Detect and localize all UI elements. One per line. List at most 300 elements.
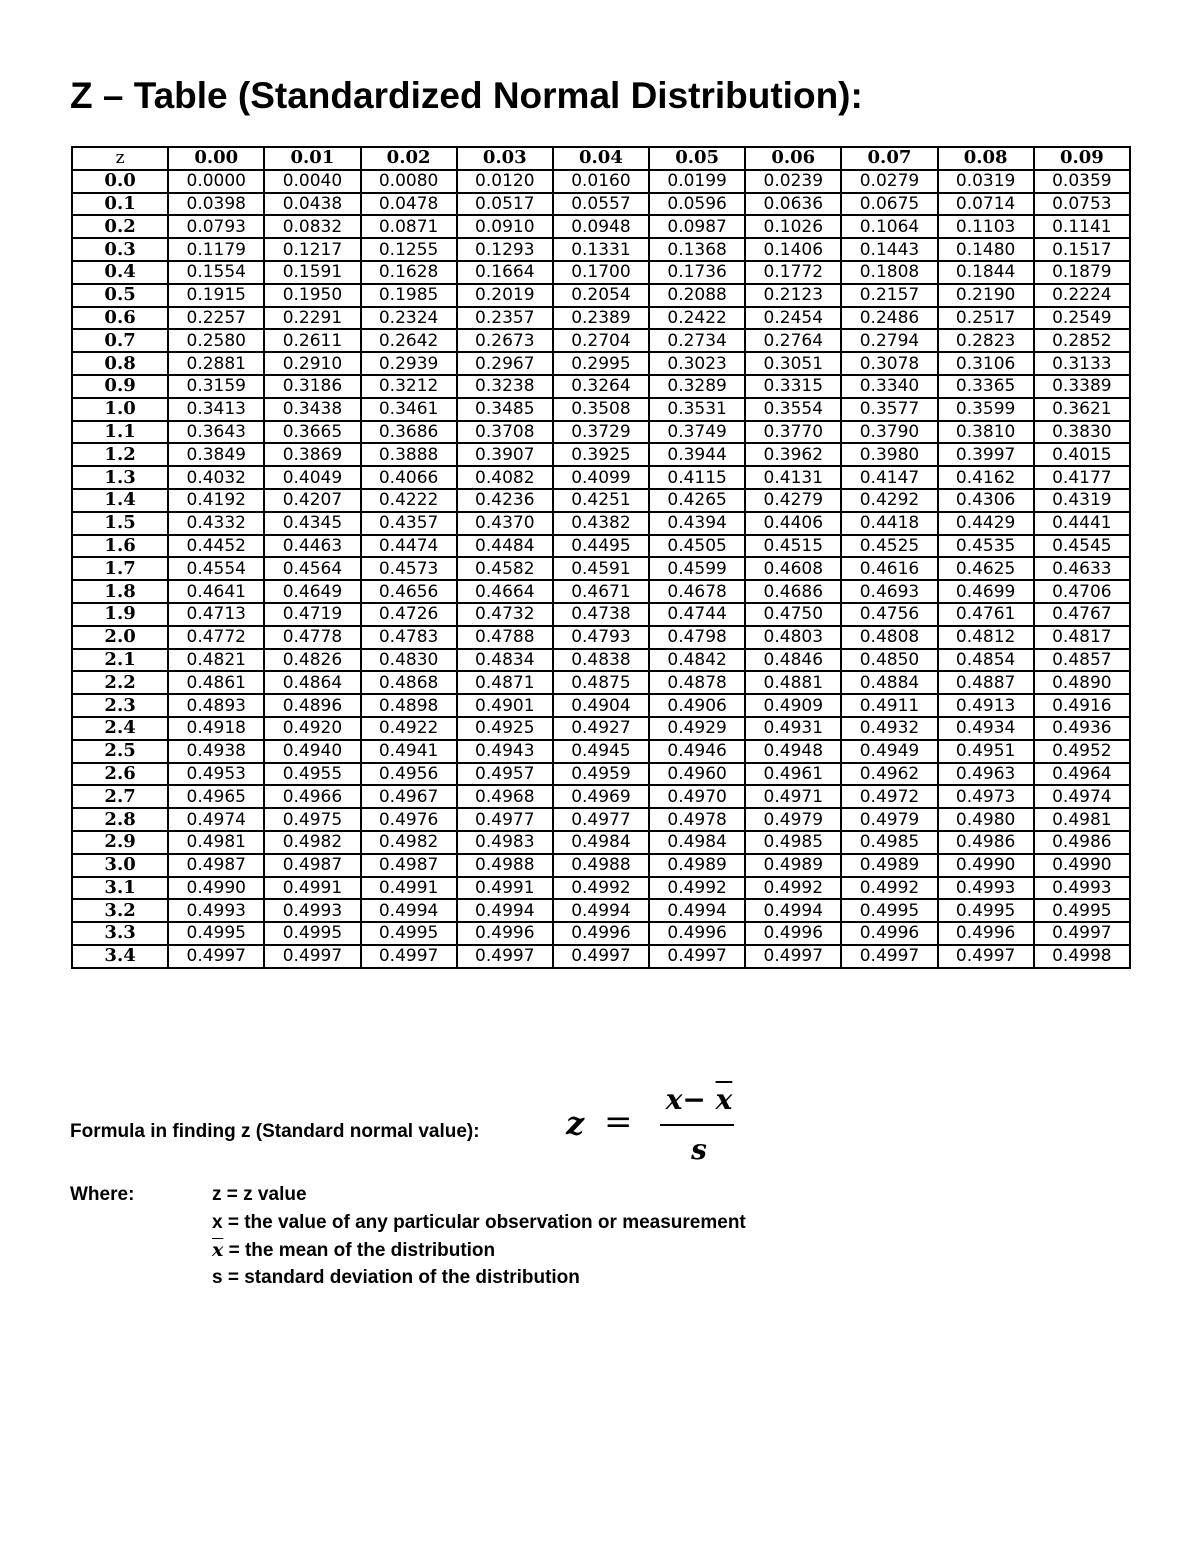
formula-equals: =	[604, 1102, 633, 1142]
table-cell: 0.4778	[264, 626, 360, 649]
table-cell: 0.4968	[457, 785, 553, 808]
table-cell: 0.3438	[264, 398, 360, 421]
table-cell: 0.3665	[264, 421, 360, 444]
table-row	[72, 899, 1130, 922]
table-cell: 0.4554	[168, 557, 264, 580]
table-cell: 0.4994	[745, 899, 841, 922]
table-cell: 0.4983	[457, 831, 553, 854]
table-cell: 0.4406	[745, 512, 841, 535]
table-cell: 0.0120	[457, 170, 553, 193]
table-cell: 0.4960	[649, 763, 745, 786]
table-cell: 0.4977	[553, 808, 649, 831]
row-z-label: 0.1	[72, 193, 168, 216]
table-cell: 0.4719	[264, 603, 360, 626]
table-cell: 0.2704	[553, 329, 649, 352]
where-item-s: s = standard deviation of the distribution	[212, 1266, 580, 1288]
table-cell: 0.1808	[841, 261, 937, 284]
table-cell: 0.4871	[457, 671, 553, 694]
table-cell: 0.4332	[168, 512, 264, 535]
table-cell: 0.4985	[745, 831, 841, 854]
row-z-label: 1.3	[72, 466, 168, 489]
table-cell: 0.3289	[649, 375, 745, 398]
table-cell: 0.2054	[553, 284, 649, 307]
table-cell: 0.4846	[745, 649, 841, 672]
row-z-label: 0.7	[72, 329, 168, 352]
table-cell: 0.4929	[649, 717, 745, 740]
table-cell: 0.0398	[168, 193, 264, 216]
table-cell: 0.3485	[457, 398, 553, 421]
where-label: Where:	[70, 1184, 135, 1205]
table-cell: 0.4599	[649, 557, 745, 580]
row-z-label: 2.2	[72, 671, 168, 694]
table-cell: 0.4997	[168, 945, 264, 968]
table-cell: 0.4418	[841, 512, 937, 535]
table-cell: 0.4732	[457, 603, 553, 626]
table-cell: 0.0675	[841, 193, 937, 216]
table-cell: 0.4932	[841, 717, 937, 740]
table-cell: 0.4798	[649, 626, 745, 649]
formula-denominator: s	[691, 1133, 707, 1166]
table-row	[72, 215, 1130, 238]
column-header: 0.03	[457, 147, 553, 170]
table-row	[72, 170, 1130, 193]
table-cell: 0.3577	[841, 398, 937, 421]
table-cell: 0.2823	[938, 329, 1034, 352]
table-cell: 0.4686	[745, 580, 841, 603]
table-cell: 0.4997	[457, 945, 553, 968]
table-cell: 0.4952	[1034, 740, 1130, 763]
table-cell: 0.4131	[745, 466, 841, 489]
table-cell: 0.4066	[361, 466, 457, 489]
table-cell: 0.3997	[938, 443, 1034, 466]
table-cell: 0.1255	[361, 238, 457, 261]
table-cell: 0.4963	[938, 763, 1034, 786]
column-header: 0.07	[841, 147, 937, 170]
table-cell: 0.4981	[1034, 808, 1130, 831]
table-row	[72, 785, 1130, 808]
table-cell: 0.4564	[264, 557, 360, 580]
table-row	[72, 603, 1130, 626]
table-row	[72, 398, 1130, 421]
table-cell: 0.3770	[745, 421, 841, 444]
formula-numerator-x: x	[665, 1083, 683, 1116]
table-cell: 0.4993	[938, 877, 1034, 900]
table-cell: 0.3340	[841, 375, 937, 398]
table-cell: 0.4906	[649, 694, 745, 717]
row-z-label: 0.9	[72, 375, 168, 398]
table-cell: 0.2910	[264, 352, 360, 375]
table-row	[72, 717, 1130, 740]
table-cell: 0.4713	[168, 603, 264, 626]
table-cell: 0.4991	[264, 877, 360, 900]
table-cell: 0.3264	[553, 375, 649, 398]
table-cell: 0.0160	[553, 170, 649, 193]
table-row	[72, 945, 1130, 968]
table-cell: 0.4995	[168, 922, 264, 945]
table-cell: 0.4938	[168, 740, 264, 763]
table-cell: 0.4969	[553, 785, 649, 808]
table-cell: 0.4997	[649, 945, 745, 968]
table-cell: 0.4772	[168, 626, 264, 649]
table-cell: 0.4441	[1034, 512, 1130, 535]
table-cell: 0.3078	[841, 352, 937, 375]
table-cell: 0.4394	[649, 512, 745, 535]
table-cell: 0.0279	[841, 170, 937, 193]
table-row	[72, 922, 1130, 945]
table-cell: 0.4975	[264, 808, 360, 831]
table-cell: 0.4922	[361, 717, 457, 740]
table-cell: 0.4505	[649, 535, 745, 558]
table-cell: 0.2642	[361, 329, 457, 352]
table-cell: 0.0517	[457, 193, 553, 216]
table-cell: 0.4788	[457, 626, 553, 649]
table-cell: 0.4988	[457, 854, 553, 877]
table-cell: 0.4515	[745, 535, 841, 558]
table-cell: 0.1103	[938, 215, 1034, 238]
table-cell: 0.1293	[457, 238, 553, 261]
table-cell: 0.4982	[361, 831, 457, 854]
row-z-label: 1.0	[72, 398, 168, 421]
table-cell: 0.2734	[649, 329, 745, 352]
table-cell: 0.4909	[745, 694, 841, 717]
table-cell: 0.4957	[457, 763, 553, 786]
table-cell: 0.1064	[841, 215, 937, 238]
table-cell: 0.4940	[264, 740, 360, 763]
table-corner-label: z	[72, 147, 168, 170]
table-cell: 0.0948	[553, 215, 649, 238]
table-cell: 0.4207	[264, 489, 360, 512]
table-cell: 0.4251	[553, 489, 649, 512]
row-z-label: 2.4	[72, 717, 168, 740]
table-cell: 0.3365	[938, 375, 1034, 398]
table-cell: 0.4990	[1034, 854, 1130, 877]
table-row	[72, 307, 1130, 330]
formula-fraction-bar	[660, 1124, 734, 1126]
table-cell: 0.3980	[841, 443, 937, 466]
table-cell: 0.4997	[938, 945, 1034, 968]
table-cell: 0.4994	[361, 899, 457, 922]
table-cell: 0.4750	[745, 603, 841, 626]
table-cell: 0.4984	[649, 831, 745, 854]
table-cell: 0.3810	[938, 421, 1034, 444]
table-cell: 0.4474	[361, 535, 457, 558]
table-cell: 0.4972	[841, 785, 937, 808]
table-cell: 0.4980	[938, 808, 1034, 831]
table-cell: 0.4608	[745, 557, 841, 580]
table-cell: 0.4995	[938, 899, 1034, 922]
table-cell: 0.1950	[264, 284, 360, 307]
table-cell: 0.2088	[649, 284, 745, 307]
table-cell: 0.1217	[264, 238, 360, 261]
table-cell: 0.0910	[457, 215, 553, 238]
table-cell: 0.4738	[553, 603, 649, 626]
table-cell: 0.1368	[649, 238, 745, 261]
where-item-x: x = the value of any particular observation or measurement	[212, 1211, 746, 1233]
table-cell: 0.2967	[457, 352, 553, 375]
table-cell: 0.4989	[841, 854, 937, 877]
table-cell: 0.4996	[553, 922, 649, 945]
table-cell: 0.4943	[457, 740, 553, 763]
table-cell: 0.0987	[649, 215, 745, 238]
table-row	[72, 284, 1130, 307]
table-cell: 0.0199	[649, 170, 745, 193]
table-cell: 0.4582	[457, 557, 553, 580]
table-cell: 0.2389	[553, 307, 649, 330]
row-z-label: 1.5	[72, 512, 168, 535]
table-cell: 0.4997	[841, 945, 937, 968]
table-cell: 0.0000	[168, 170, 264, 193]
table-cell: 0.3790	[841, 421, 937, 444]
table-cell: 0.0557	[553, 193, 649, 216]
table-cell: 0.1736	[649, 261, 745, 284]
table-cell: 0.4995	[264, 922, 360, 945]
table-cell: 0.3708	[457, 421, 553, 444]
row-z-label: 3.0	[72, 854, 168, 877]
table-cell: 0.4976	[361, 808, 457, 831]
table-row	[72, 854, 1130, 877]
table-cell: 0.4966	[264, 785, 360, 808]
table-cell: 0.3461	[361, 398, 457, 421]
table-cell: 0.2673	[457, 329, 553, 352]
table-cell: 0.4967	[361, 785, 457, 808]
table-cell: 0.3106	[938, 352, 1034, 375]
row-z-label: 0.2	[72, 215, 168, 238]
table-cell: 0.4992	[649, 877, 745, 900]
table-cell: 0.4970	[649, 785, 745, 808]
table-cell: 0.4854	[938, 649, 1034, 672]
table-cell: 0.4962	[841, 763, 937, 786]
formula-lhs: z	[566, 1104, 585, 1142]
table-cell: 0.2611	[264, 329, 360, 352]
table-row	[72, 626, 1130, 649]
table-cell: 0.4996	[938, 922, 1034, 945]
table-row	[72, 329, 1130, 352]
table-cell: 0.4997	[745, 945, 841, 968]
table-cell: 0.4998	[1034, 945, 1130, 968]
column-header: 0.00	[168, 147, 264, 170]
table-cell: 0.4965	[168, 785, 264, 808]
table-cell: 0.4959	[553, 763, 649, 786]
table-cell: 0.4992	[745, 877, 841, 900]
table-cell: 0.4664	[457, 580, 553, 603]
table-cell: 0.4887	[938, 671, 1034, 694]
table-cell: 0.3686	[361, 421, 457, 444]
table-row	[72, 466, 1130, 489]
table-cell: 0.4633	[1034, 557, 1130, 580]
table-cell: 0.4875	[553, 671, 649, 694]
table-cell: 0.2995	[553, 352, 649, 375]
table-cell: 0.4890	[1034, 671, 1130, 694]
table-cell: 0.3849	[168, 443, 264, 466]
table-cell: 0.4951	[938, 740, 1034, 763]
table-cell: 0.1141	[1034, 215, 1130, 238]
table-cell: 0.4971	[745, 785, 841, 808]
table-cell: 0.4994	[457, 899, 553, 922]
table-cell: 0.3389	[1034, 375, 1130, 398]
row-z-label: 1.6	[72, 535, 168, 558]
table-cell: 0.2852	[1034, 329, 1130, 352]
row-z-label: 2.1	[72, 649, 168, 672]
table-cell: 0.0714	[938, 193, 1034, 216]
table-cell: 0.0040	[264, 170, 360, 193]
row-z-label: 2.7	[72, 785, 168, 808]
table-cell: 0.3159	[168, 375, 264, 398]
table-cell: 0.1026	[745, 215, 841, 238]
table-cell: 0.4484	[457, 535, 553, 558]
table-cell: 0.4616	[841, 557, 937, 580]
table-cell: 0.1331	[553, 238, 649, 261]
table-cell: 0.4941	[361, 740, 457, 763]
table-cell: 0.1628	[361, 261, 457, 284]
table-cell: 0.4936	[1034, 717, 1130, 740]
table-cell: 0.4997	[361, 945, 457, 968]
table-cell: 0.4535	[938, 535, 1034, 558]
table-cell: 0.3051	[745, 352, 841, 375]
table-cell: 0.4955	[264, 763, 360, 786]
row-z-label: 0.3	[72, 238, 168, 261]
table-cell: 0.4641	[168, 580, 264, 603]
table-cell: 0.4993	[1034, 877, 1130, 900]
table-cell: 0.4993	[264, 899, 360, 922]
table-cell: 0.4826	[264, 649, 360, 672]
table-cell: 0.4032	[168, 466, 264, 489]
row-z-label: 1.1	[72, 421, 168, 444]
table-cell: 0.4783	[361, 626, 457, 649]
table-cell: 0.4913	[938, 694, 1034, 717]
table-cell: 0.4991	[457, 877, 553, 900]
table-cell: 0.3962	[745, 443, 841, 466]
row-z-label: 0.0	[72, 170, 168, 193]
table-cell: 0.0359	[1034, 170, 1130, 193]
table-cell: 0.3907	[457, 443, 553, 466]
table-cell: 0.0319	[938, 170, 1034, 193]
table-cell: 0.4901	[457, 694, 553, 717]
table-cell: 0.4977	[457, 808, 553, 831]
table-cell: 0.0832	[264, 215, 360, 238]
table-cell: 0.3508	[553, 398, 649, 421]
formula-label: Formula in finding z (Standard normal value):	[70, 1121, 480, 1142]
table-cell: 0.4995	[1034, 899, 1130, 922]
row-z-label: 3.3	[72, 922, 168, 945]
table-cell: 0.0239	[745, 170, 841, 193]
table-cell: 0.2422	[649, 307, 745, 330]
table-cell: 0.4842	[649, 649, 745, 672]
table-cell: 0.4808	[841, 626, 937, 649]
table-cell: 0.4953	[168, 763, 264, 786]
table-cell: 0.4649	[264, 580, 360, 603]
table-cell: 0.3023	[649, 352, 745, 375]
table-row	[72, 261, 1130, 284]
table-cell: 0.4265	[649, 489, 745, 512]
table-cell: 0.4803	[745, 626, 841, 649]
table-row	[72, 421, 1130, 444]
table-row	[72, 694, 1130, 717]
table-cell: 0.4656	[361, 580, 457, 603]
table-cell: 0.4994	[649, 899, 745, 922]
table-cell: 0.4429	[938, 512, 1034, 535]
table-row	[72, 740, 1130, 763]
table-cell: 0.0636	[745, 193, 841, 216]
xbar-symbol: $\overline{x}$	[212, 1239, 224, 1261]
table-cell: 0.4990	[938, 854, 1034, 877]
column-header: 0.02	[361, 147, 457, 170]
table-cell: 0.0753	[1034, 193, 1130, 216]
table-row	[72, 352, 1130, 375]
table-row	[72, 512, 1130, 535]
row-z-label: 1.4	[72, 489, 168, 512]
table-cell: 0.4991	[361, 877, 457, 900]
table-cell: 0.0871	[361, 215, 457, 238]
table-cell: 0.4973	[938, 785, 1034, 808]
table-cell: 0.3554	[745, 398, 841, 421]
table-cell: 0.4292	[841, 489, 937, 512]
where-item-xbar	[212, 1239, 746, 1267]
table-cell: 0.4979	[841, 808, 937, 831]
table-cell: 0.4357	[361, 512, 457, 535]
row-z-label: 1.9	[72, 603, 168, 626]
table-cell: 0.4974	[1034, 785, 1130, 808]
table-cell: 0.4992	[553, 877, 649, 900]
table-cell: 0.4726	[361, 603, 457, 626]
row-z-label: 1.2	[72, 443, 168, 466]
table-cell: 0.4049	[264, 466, 360, 489]
table-cell: 0.4495	[553, 535, 649, 558]
table-cell: 0.2517	[938, 307, 1034, 330]
table-cell: 0.3212	[361, 375, 457, 398]
table-cell: 0.4830	[361, 649, 457, 672]
table-cell: 0.4984	[553, 831, 649, 854]
z-table	[71, 146, 1131, 969]
table-cell: 0.4015	[1034, 443, 1130, 466]
table-cell: 0.4996	[649, 922, 745, 945]
table-cell: 0.1480	[938, 238, 1034, 261]
table-cell: 0.4997	[264, 945, 360, 968]
table-cell: 0.3944	[649, 443, 745, 466]
table-cell: 0.4993	[168, 899, 264, 922]
table-cell: 0.4995	[361, 922, 457, 945]
table-cell: 0.4979	[745, 808, 841, 831]
table-cell: 0.4948	[745, 740, 841, 763]
table-cell: 0.4925	[457, 717, 553, 740]
table-cell: 0.4945	[553, 740, 649, 763]
page-title: Z – Table (Standardized Normal Distribution):	[70, 75, 863, 116]
table-cell: 0.4868	[361, 671, 457, 694]
table-cell: 0.2357	[457, 307, 553, 330]
table-row	[72, 557, 1130, 580]
row-z-label: 2.6	[72, 763, 168, 786]
table-cell: 0.4990	[168, 877, 264, 900]
column-header: 0.05	[649, 147, 745, 170]
table-cell: 0.2486	[841, 307, 937, 330]
table-row	[72, 877, 1130, 900]
table-cell: 0.4956	[361, 763, 457, 786]
table-cell: 0.4812	[938, 626, 1034, 649]
table-cell: 0.2324	[361, 307, 457, 330]
table-cell: 0.4525	[841, 535, 937, 558]
table-cell: 0.4884	[841, 671, 937, 694]
table-cell: 0.4996	[745, 922, 841, 945]
table-cell: 0.4996	[841, 922, 937, 945]
table-cell: 0.4671	[553, 580, 649, 603]
table-cell: 0.4693	[841, 580, 937, 603]
where-item-xbar-text: = the mean of the distribution	[223, 1240, 496, 1261]
table-cell: 0.4099	[553, 466, 649, 489]
table-cell: 0.4985	[841, 831, 937, 854]
table-cell: 0.3238	[457, 375, 553, 398]
table-cell: 0.4931	[745, 717, 841, 740]
table-cell: 0.4761	[938, 603, 1034, 626]
table-cell: 0.4920	[264, 717, 360, 740]
